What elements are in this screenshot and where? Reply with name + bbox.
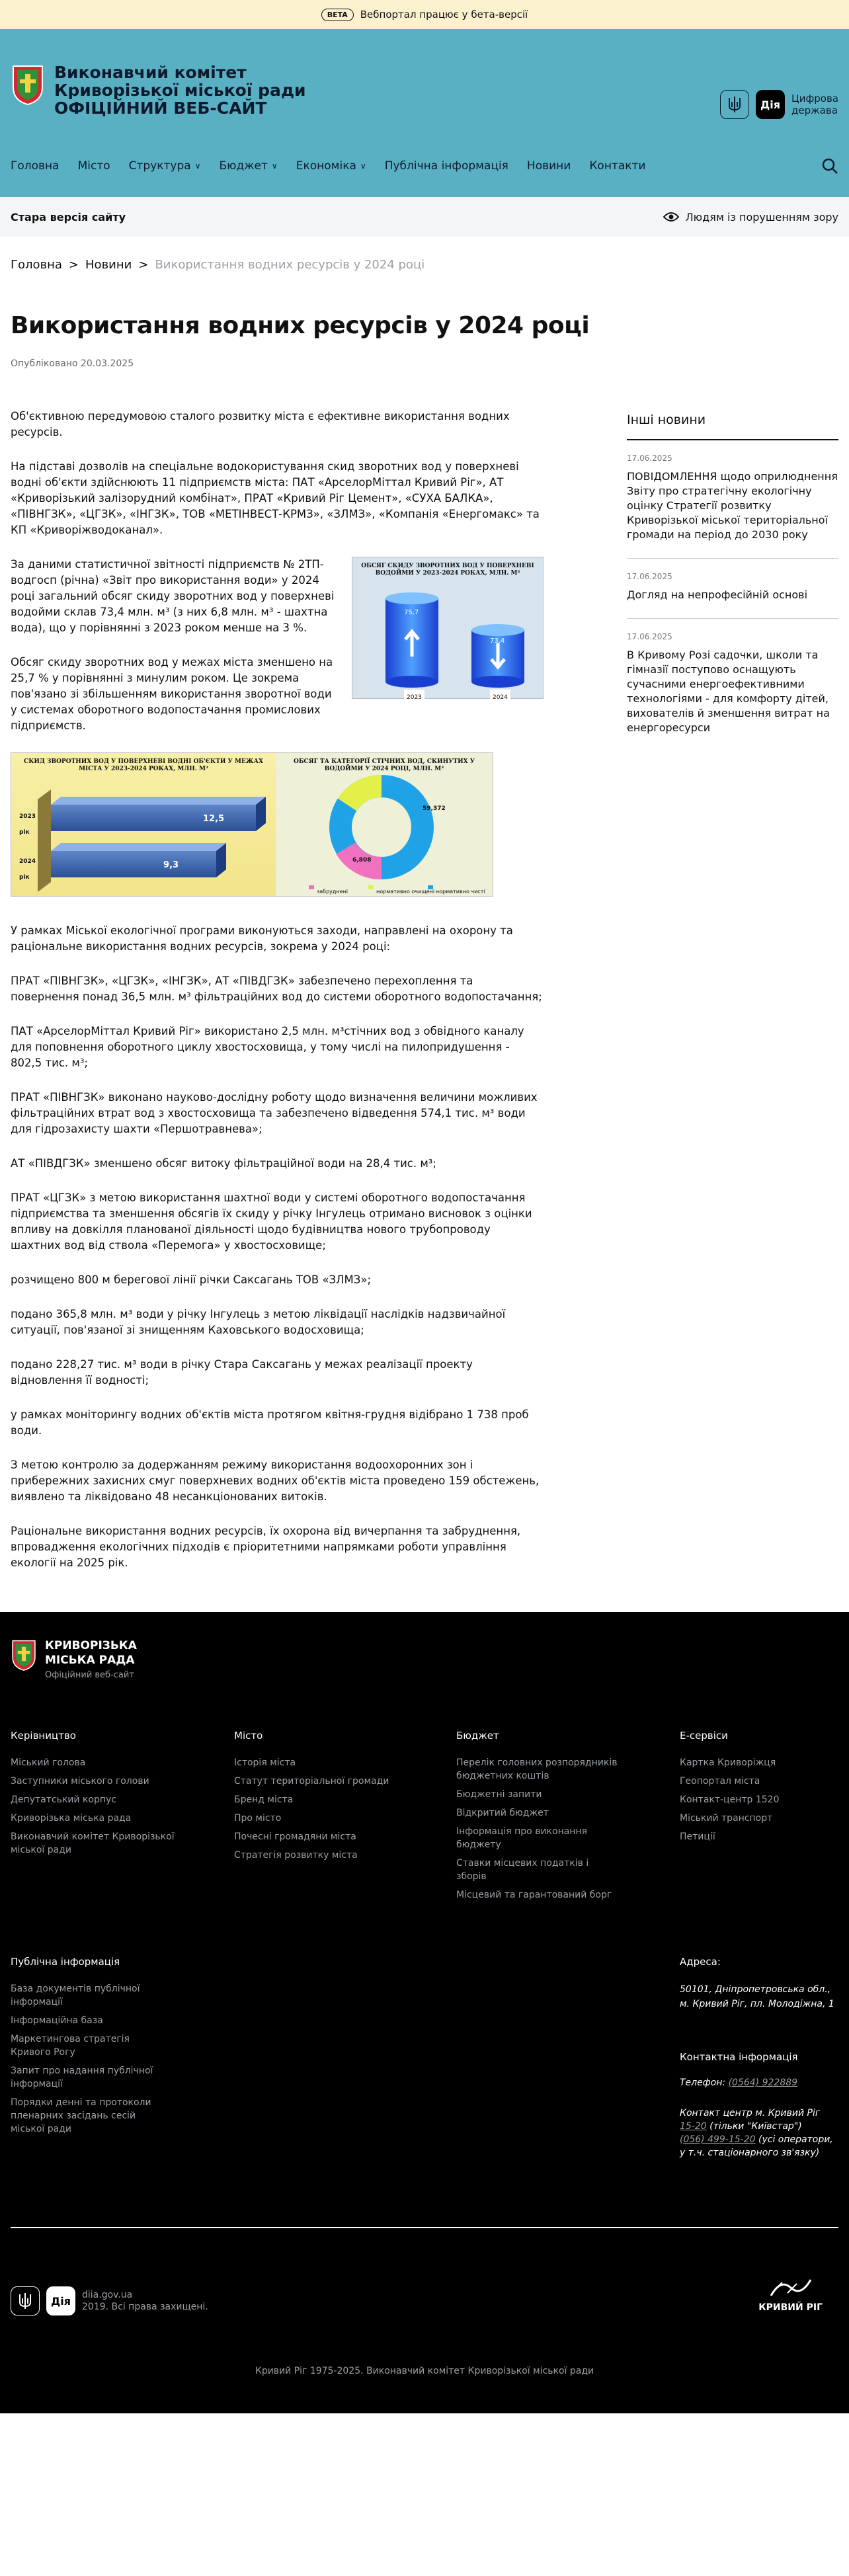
main-nav [11, 157, 838, 175]
site-title-line: ОФІЦІЙНИЙ ВЕБ-САЙТ [54, 99, 267, 118]
kryvyi-rih-logo[interactable] [758, 2276, 823, 2313]
city-mark-icon [768, 2276, 814, 2300]
city-discharge-bar-chart [11, 753, 276, 896]
nav-item-public-info[interactable] [385, 159, 508, 173]
donut-value-small: 6,808 [352, 857, 372, 864]
footer-link[interactable]: Інформація про виконання бюджету [456, 1826, 588, 1850]
chart-year-2024: 2024 [490, 690, 510, 705]
bar-year-2023: 2023 рік [19, 813, 36, 836]
nav-label: Головна [11, 159, 60, 173]
footer-link[interactable]: Перелік головних розпорядників бюджетних коштів [456, 1757, 618, 1781]
site-footer [0, 1612, 849, 2413]
nav-label: Структура [128, 159, 191, 173]
chevron-down-icon: ∨ [360, 161, 366, 171]
footer-link[interactable]: Інформаційна база [11, 2015, 103, 2026]
digital-state-line: держава [791, 104, 838, 116]
chart-value-2024: 73,4 [490, 637, 505, 645]
chevron-down-icon: ∨ [271, 161, 278, 171]
search-icon[interactable] [821, 157, 838, 175]
diia-rights: 2019. Всі права захищені. [82, 2302, 208, 2312]
news-item[interactable] [627, 619, 838, 751]
footer-link[interactable]: Криворізька міська рада [11, 1813, 132, 1824]
city-discharge-charts [11, 752, 493, 897]
footer-col-title: Бюджет [456, 1730, 499, 1742]
contact-center-short-link[interactable]: 15-20 [680, 2121, 707, 2132]
article-paragraph: ПАТ «АрселорМіттал Кривий Ріг» використано 2,5 млн. м³стічних вод з обвідного каналу для поповнення оборотного циклу хвостосховища, у тому числі на пилопридушення - 802,5 тис. м³; [11, 1025, 524, 1069]
footer-brand-sub: Офіційний веб-сайт [45, 1670, 134, 1680]
footer-link[interactable]: Бренд міста [234, 1794, 294, 1805]
city-crest-icon [11, 1638, 37, 1671]
donut-legend-item: нормативно чисті [436, 889, 485, 895]
digital-state-link[interactable] [720, 90, 838, 119]
article-paragraph: У рамках Міської екологічної програми виконуються заходи, направлені на охорону та раціональне використання водних ресурсів, зокрема у 2024 році: [11, 924, 513, 953]
trident-icon [720, 90, 749, 119]
digital-state-line: Цифрова [791, 93, 838, 104]
contact-center-label: Контакт центр м. Кривий Ріг [680, 2108, 821, 2118]
footer-brand-line: МІСЬКА РАДА [45, 1654, 135, 1667]
beta-text: Вебпортал працює у бета-версії [360, 9, 528, 20]
footer-link[interactable]: Контакт-центр 1520 [680, 1794, 780, 1805]
article-paragraph: Раціональне використання водних ресурсів, їх охорона від вичерпання та забруднення, впровадження екологічних підходів є пріоритетними напрямками роботи управління екології на 2025 рік. [11, 1525, 521, 1569]
news-title: ПОВІДОМЛЕННЯ щодо оприлюднення Звіту про стратегічну екологічну оцінку Стратегії розвитку Криворізької міської територіальної громади на період до 2030 року [627, 470, 838, 541]
article-paragraph: На підставі дозволів на спеціальне водокористування скид зворотних вод у поверхневі водні об'єкти здійснюють 11 підприємств міста: ПАТ «АрселорМіттал Кривий Ріг», АТ «Криворізький залізорудний комбінат», ПРАТ «Кривий Ріг Цемент», «СУХА БАЛКА», «ПІВНГЗК», «ЦГЗК», «ІНГЗК», ТОВ «МЕТІНВЕСТ-КРМЗ», «ЗЛМЗ», «Компанія «Енергомакс» та КП «Криворіжводоканал». [11, 460, 540, 536]
article-paragraph: Обсяг скиду зворотних вод у межах міста зменшено на 25,7 % у порівнянні з минулим роком. Це зокрема пов'язано зі збільшенням використання зворотної води у системах оборотного водопостачання промислових підприємств. [11, 656, 333, 732]
digital-state-text [791, 93, 838, 116]
published-date: Опубліковано 20.03.2025 [11, 358, 134, 369]
chart-year-2023: 2023 [404, 690, 425, 705]
chevron-down-icon: ∨ [194, 161, 201, 171]
footer-divider [11, 2227, 838, 2228]
beta-badge: BETA [321, 9, 354, 21]
footer-col-eservices [680, 1730, 838, 1849]
chart-caption: ОБСЯГ СКИДУ ЗВОРОТНИХ ВОД У ПОВЕРХНЕВІ ВОДОЙМИ У 2023-2024 РОКАХ, МЛН. М³ [361, 563, 534, 577]
footer-col-public-info [11, 1956, 163, 2141]
discharge-volume-chart [352, 557, 544, 699]
article-figure-block [11, 557, 544, 752]
news-date: 17.06.2025 [627, 454, 672, 463]
diia-url: diia.gov.ua [82, 2290, 133, 2300]
footer-logo[interactable] [11, 1638, 137, 1680]
nav-item-news[interactable] [527, 159, 571, 173]
bar-value-2023: 12,5 [203, 814, 225, 824]
donut-chart-graphic [276, 753, 494, 897]
donut-value-large: 59,372 [423, 805, 446, 812]
contact-center-long-link[interactable]: (056) 499-15-20 [680, 2134, 756, 2145]
article-paragraph: розчищено 800 м берегової лінії річки Саксагань ТОВ «ЗЛМЗ»; [11, 1273, 371, 1286]
footer-col-title: Публічна інформація [11, 1956, 120, 1968]
site-title-line: Виконавчий комітет [54, 63, 247, 82]
accessibility-bar [0, 197, 849, 237]
address-label: Адреса: [680, 1956, 721, 1968]
news-item[interactable] [627, 559, 838, 619]
footer-link[interactable]: Міський транспорт [680, 1813, 773, 1824]
news-title: Догляд на непрофесійній основі [627, 588, 808, 601]
footer-link[interactable]: Порядки денні та протоколи пленарних засідань сесій міської ради [11, 2097, 151, 2134]
footer-link[interactable]: Бюджетні запити [456, 1789, 542, 1800]
nav-item-budget[interactable] [220, 159, 278, 173]
chart-caption: ОБСЯГ ТА КАТЕГОРІЇ СТІЧНИХ ВОД, СКИНУТИХ У ВОДОЙМИ У 2024 РОЦІ, МЛН. М³ [294, 758, 475, 772]
site-title [54, 63, 306, 117]
city-crest-icon [11, 63, 45, 106]
article-paragraph: ПРАТ «ЦГЗК» з метою використання шахтної води у системі оборотного водопостачання підприємства та зменшення обсягів їх скиду у річку Інгулець отримано висновок з оцінки впливу на довкілля планованої діяльності щодо будівництва нового трубопроводу шахтних вод від ствола «Перемога» у хвостосховище; [11, 1191, 532, 1252]
article-paragraph: подано 228,27 тис. м³ води в річку Стара Саксагань у межах реалізації проекту відновлення її водності; [11, 1358, 473, 1387]
nav-label: Публічна інформація [384, 159, 508, 173]
footer-link[interactable]: Про місто [234, 1813, 282, 1824]
footer-link[interactable]: Геопортал міста [680, 1776, 760, 1787]
phone-link[interactable]: (0564) 922889 [728, 2077, 798, 2088]
nav-item-city[interactable] [78, 159, 110, 173]
nav-item-structure[interactable] [129, 159, 201, 173]
low-vision-label: Людям із порушенням зору [685, 210, 838, 223]
footer-link[interactable]: Ставки місцевих податків і зборів [456, 1858, 589, 1882]
diia-footer-link[interactable] [11, 2286, 208, 2315]
footer-brand-line: КРИВОРІЗЬКА [45, 1639, 137, 1652]
other-news-sidebar [627, 409, 838, 751]
article-paragraph: у рамках моніторингу водних об'єктів міста протягом квітня-грудня відібрано 1 738 проб води. [11, 1408, 529, 1437]
eye-icon [663, 212, 679, 222]
footer-link[interactable]: Маркетингова стратегія Кривого Рогу [11, 2034, 130, 2058]
article-paragraph: ПРАТ «ПІВНГЗК», «ЦГЗК», «ІНГЗК», АТ «ПІВДГЗК» забезпечено перехоплення та повернення понад 36,5 млн. м³ фільтраційних вод до системи оборотного водопостачання; [11, 975, 542, 1003]
article-paragraph: ПРАТ «ПІВНГЗК» виконано науково-дослідну роботу щодо визначення величини можливих фільтраційних втрат вод з хвостосховища та забезпечено відведення 574,1 тис. м³ води для гідрозахисту шахти «Першотравнева»; [11, 1091, 538, 1135]
site-header [0, 29, 849, 197]
article-paragraph: За даними статистичної звітності підприємств № 2ТП-водгосп (річна) «Звіт про використання води» у 2024 році загальний обсяг скиду зворотних вод у поверхневі водойми склав 73,4 млн. м³ (з них 6,8 млн. м³ - шахтна вода), що у порівнянні з 2023 роком менше на 3 %. [11, 558, 335, 634]
page-title: Використання водних ресурсів у 2024 році [11, 312, 590, 339]
figure-side-text [11, 557, 341, 752]
old-version-link[interactable]: Стара версія сайту [11, 210, 126, 223]
footer-link[interactable]: Стратегія розвитку міста [234, 1850, 358, 1861]
footer-link[interactable]: Міський голова [11, 1757, 86, 1768]
site-logo[interactable] [11, 63, 306, 117]
contact-center-short-note: (тільки "Київстар") [709, 2121, 802, 2132]
footer-link[interactable]: Почесні громадяни міста [234, 1831, 356, 1842]
footer-link[interactable]: Запит про надання публічної інформації [11, 2066, 153, 2089]
footer-link[interactable]: Петиції [680, 1831, 715, 1842]
article-paragraph: Об'єктивною передумовою сталого розвитку міста є ефективне використання водних ресурсів. [11, 410, 510, 438]
footer-link[interactable]: Картка Криворіжця [680, 1757, 776, 1768]
bar-value-2024: 9,3 [163, 860, 179, 870]
city-logo-text: КРИВИЙ РІГ [758, 2302, 823, 2313]
nav-label: Економіка [296, 159, 356, 173]
footer-col-title: Керівництво [11, 1730, 76, 1742]
article-paragraph: подано 365,8 млн. м³ води у річку Інгулець з метою ліквідації наслідків надзвичайної ситуації, пов'язаної зі знищенням Каховського водосховища; [11, 1308, 506, 1336]
breadcrumb-separator: > [138, 258, 149, 272]
trident-icon [11, 2286, 40, 2315]
article-body [11, 409, 544, 1590]
nav-label: Місто [77, 159, 110, 173]
article-paragraph: З метою контролю за додержанням режиму використання водоохоронних зон і прибережних захисних смуг поверхневих водних об'єктів міста проведено 159 обстежень, виявлено та ліквідовано 48 несанкціонованих витоків. [11, 1459, 540, 1503]
nav-label: Бюджет [219, 159, 268, 173]
nav-item-contacts[interactable] [589, 159, 645, 173]
footer-link[interactable]: Відкритий бюджет [456, 1808, 549, 1818]
footer-link[interactable]: Депутатський корпус [11, 1794, 116, 1805]
donut-legend-item: нормативно очищені [376, 889, 435, 895]
nav-label: Контакти [589, 159, 646, 173]
nav-label: Новини [526, 159, 571, 173]
copyright: Кривий Ріг 1975-2025. Виконавчий комітет Криворізької міської ради [255, 2366, 594, 2376]
diia-logo: Дія [46, 2286, 75, 2315]
site-title-line: Криворізької міської ради [54, 81, 306, 100]
donut-legend-item: забруднені [317, 889, 348, 895]
footer-link[interactable]: Заступники міського голови [11, 1776, 149, 1787]
footer-col-title: Е-сервіси [680, 1730, 728, 1742]
breadcrumb-separator: > [68, 258, 79, 272]
footer-link[interactable]: Місцевий та гарантований борг [456, 1890, 612, 1900]
cylinder-chart-graphic [352, 557, 544, 700]
contact-center-long-note: (усі оператори, у т.ч. стаціонарного зв'язку) [680, 2134, 833, 2158]
news-title: В Кривому Розі садочки, школи та гімназії поступово оснащують сучасними енергоефективними технологіями - для комфорту дітей, вихователів й зменшення витрат на енергоресурси [627, 649, 830, 734]
footer-col-title: Місто [234, 1730, 263, 1742]
breadcrumb-home[interactable]: Головна [11, 258, 62, 272]
low-vision-link[interactable] [663, 211, 838, 223]
breadcrumb [11, 258, 425, 272]
sidebar-title: Інші новини [627, 409, 838, 440]
news-date: 17.06.2025 [627, 572, 672, 581]
nav-item-home[interactable] [11, 159, 60, 173]
contact-center [680, 2107, 838, 2159]
chart-value-2023: 75,7 [404, 609, 419, 616]
footer-link[interactable]: Статут територіальної громади [234, 1776, 389, 1787]
breadcrumb-current: Використання водних ресурсів у 2024 році [155, 258, 425, 272]
footer-link[interactable]: Історія міста [234, 1757, 296, 1768]
chart-caption: СКИД ЗВОРОТНИХ ВОД У ПОВЕРХНЕВІ ВОДНІ ОБ'ЄКТИ У МЕЖАХ МІСТА У 2023-2024 РОКАХ, МЛН. М³ [24, 758, 263, 772]
bar-year-2024: 2024 рік [19, 858, 36, 881]
wastewater-donut-chart [276, 753, 493, 896]
nav-item-economy[interactable] [296, 159, 366, 173]
contact-info-label: Контактна інформація [680, 2051, 798, 2063]
footer-col-city [234, 1730, 406, 1867]
news-date: 17.06.2025 [627, 632, 672, 641]
diia-logo: Дія [756, 90, 785, 119]
article-paragraph: АТ «ПІВДГЗК» зменшено обсяг витоку фільтраційної води на 28,4 тис. м³; [11, 1157, 436, 1170]
news-item[interactable] [627, 440, 838, 559]
main-content [0, 237, 849, 1612]
footer-contacts [680, 1956, 838, 2159]
beta-banner [0, 0, 849, 29]
address-text: 50101, Дніпропетровська обл., м. Кривий Ріг, пл. Молодіжна, 1 [680, 1984, 834, 2009]
footer-col-budget [456, 1730, 622, 1907]
footer-link[interactable]: Виконавчий комітет Криворізької міської ради [11, 1831, 175, 1855]
phone-label: Телефон: [680, 2077, 726, 2088]
footer-link[interactable]: База документів публічної інформації [11, 1984, 140, 2007]
footer-col-leadership [11, 1730, 182, 1862]
bar-chart-graphic [11, 753, 276, 897]
phone-row [680, 2077, 838, 2088]
breadcrumb-news[interactable]: Новини [85, 258, 132, 272]
